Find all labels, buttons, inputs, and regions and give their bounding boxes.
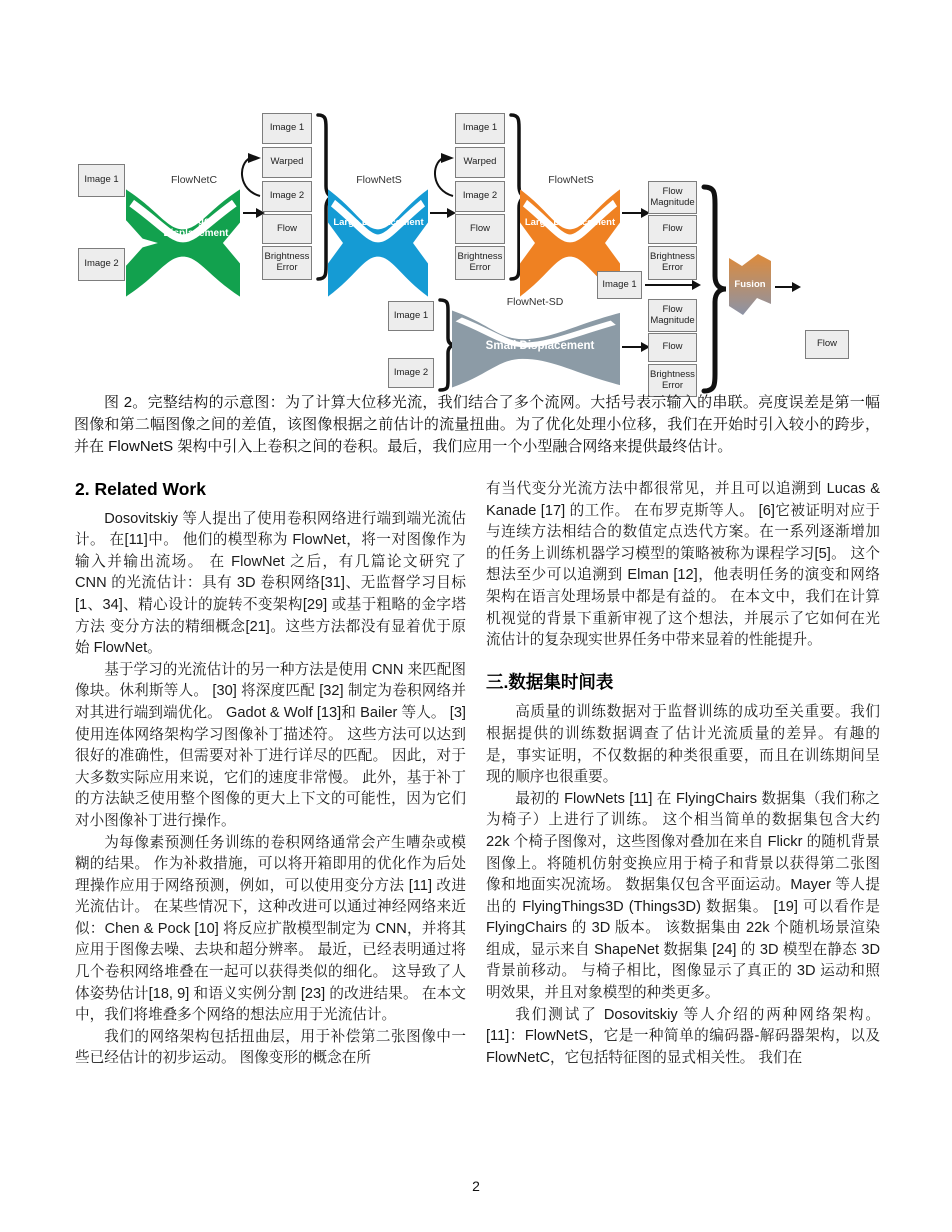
figure-box-output-flow: Flow <box>805 330 849 359</box>
paragraph-datasets-2: 最初的 FlowNets [11] 在 FlyingChairs 数据集（我们称之为椅子）上进行了训练。 这个相当简单的数据集包含大约 22k 个椅子图像对，这些图像对叠加在来自 Flickr 的随机背景图像上。将随机仿射变换应用于椅子和背景以获得第二张图像和地面实况流场。 数据集仅包含平面运动。Mayer 等人提出的 FlyingThings3D (Things3D) 数据集。 [19] 可以看作是 FlyingChairs 的 3D 版本。 该数据集由 22k 个随机场景渲染组成，显示来自 ShapeNet 数据集 [24] 的 3D 模型在静态 3D 背景前移动。 与椅子相比，图像显示了真正的 3D 运动和照明效果，并且对象模型的种类更多。 <box>486 790 880 1002</box>
arrow <box>622 212 642 214</box>
figure-box-stack2-brightness-error: Brightness Error <box>455 246 505 280</box>
arrow <box>243 212 257 214</box>
figure-box-stack3-brightness-error: Brightness Error <box>648 246 697 280</box>
paragraph-related-work-2: 基于学习的光流估计的另一种方法是使用 CNN 来匹配图像块。休利斯等人。 [30] 将深度匹配 [32] 制定为卷积网络并对其进行端到端优化。 Gadot & Wolf [13]和 Bailer 等人。 [3] 使用连体网络架构学习图像补丁描述符。 这些方法可以达到很好的准确性，但需要对补丁进行详尽的匹配。 因此，对于大多数实际应用来说，它们的速度非常慢。 此外，基于补丁的方法缺乏使用整个图像的更大上下文的可能性，因为它们对小图像补丁进行操作。 <box>75 661 466 829</box>
figure-box-input-image1: Image 1 <box>78 164 125 197</box>
figure-box-stack4-flow-magnitude: Flow Magnitude <box>648 299 697 332</box>
figure-box-input-image2: Image 2 <box>78 248 125 281</box>
flownets1-text: Large Displacement <box>333 217 424 228</box>
flownetc-shape <box>126 186 240 300</box>
arrow <box>622 346 642 348</box>
page-number: 2 <box>472 1178 480 1194</box>
figure-box-stack4-flow: Flow <box>648 333 697 362</box>
paragraph-datasets-3: 我们测试了 Dosovitskiy 等人介绍的两种网络架构。[11]：FlowNetS，它是一种简单的编码器-解码器架构，以及 FlowNetC，它包括特征图的显式相关性。 我们在 <box>486 1006 880 1066</box>
fusion-concat-brace <box>699 184 726 394</box>
flownetc-text: Large Displacement <box>163 216 229 239</box>
figure-box-stack3-flow-magnitude: Flow Magnitude <box>648 181 697 214</box>
paragraph-related-work-3: 为每像素预测任务训练的卷积网络通常会产生嘈杂或模糊的结果。 作为补救措施，可以将开箱即用的优化作为后处理操作应用于网络预测，例如，可以使用变分方法 [11] 改进光流估计。 在某些情况下，这种改进可以通过神经网络来近似：Chen & Pock [10] 将反应扩散模型制定为 CNN，并将其应用于图像去噪、去块和超分辨率。 最近，已经表明通过将几个卷积网络堆叠在一起可以获得类似的细化。 这导致了人体姿势估计[18, 9] 和语义实例分割 [23] 的改进结果。 在本文中，我们将堆叠多个网络的想法应用于光流估计。 <box>75 834 466 1024</box>
figure-box-stack1-warped: Warped <box>262 147 312 178</box>
arrow <box>645 284 693 286</box>
figure-caption: 图 2。完整结构的示意图：为了计算大位移光流，我们结合了多个流网。大括号表示输入的串联。亮度误差是第一幅图像和第二幅图像之间的差值，该图像根据之前估计的流量扭曲。为了优化处理小位移，我们在开始时引入较小的跨步，并在 FlowNetS 架构中引入上卷积之间的卷积。最后，我们应用一个小型融合网络来提供最终估计。 <box>74 394 880 455</box>
paragraph-continuation: 有当代变分光流方法中都很常见，并且可以追溯到 Lucas & Kanade [17] 的工作。 在布罗克斯等人。 [6]它被证明对应于与连续方法相结合的数值定点迭代方案。在一系列逐渐增加的任务上训练机器学习模型的策略被称为课程学习[5]。 这个想法至少可以追溯到 Elman [12]，他表明任务的演变和网络架构在语言处理场景中都是有益的。 在本文中，我们在计算机视觉的背景下重新审视了这个想法，并展示了它如何在光流估计的复杂现实世界任务中带来显着的性能提升。 <box>486 481 880 649</box>
warp-arrow <box>431 150 455 202</box>
arrow <box>430 212 448 214</box>
paragraph-datasets-1: 高质量的训练数据对于监督训练的成功至关重要。我们根据提供的训练数据调查了估计光流质量的差异。有趣的是，事实证明，不仅数据的种类很重要，而且在训练期间呈现的顺序也很重要。 <box>486 704 880 786</box>
figure-box-stack2-image1: Image 1 <box>455 113 505 144</box>
figure-box-sd-image2: Image 2 <box>388 358 434 388</box>
flownets2-label: FlowNetS <box>548 174 594 186</box>
figure-box-stack1-image2: Image 2 <box>262 181 312 212</box>
left-column <box>75 479 466 1070</box>
figure-box-stack2-flow: Flow <box>455 214 505 244</box>
figure-box-stack1-flow: Flow <box>262 214 312 244</box>
paragraph-related-work-4: 我们的网络架构包括扭曲层，用于补偿第二张图像中一些已经估计的初步运动。 图像变形的概念在所 <box>75 1028 466 1067</box>
figure-box-stack2-warped: Warped <box>455 147 505 178</box>
paragraph-related-work-1: Dosovitskiy 等人提出了使用卷积网络进行端到端光流估计。 在[11]中。 他们的模型称为 FlowNet，将一对图像作为输入并输出流场。 在 FlowNet 之后，有几篇论文研究了 CNN 的光流估计：具有 3D 卷积网络[31]、无监督学习目标 [1、34]、精心设计的旋转不变架构[29] 或基于粗略的金字塔方法 变分方法的精细概念[21]。这些方法都没有显着优于原始 FlowNet。 <box>75 510 466 657</box>
right-column <box>486 479 880 1069</box>
section-heading-dataset-schedule: 三.数据集时间表 <box>486 671 614 692</box>
figure-box-stack1-brightness-error: Brightness Error <box>262 246 312 280</box>
figure-box-stack3-flow: Flow <box>648 215 697 244</box>
flownets1-label: FlowNetS <box>356 174 402 186</box>
arrow <box>775 286 793 288</box>
figure-box-sd-image1: Image 1 <box>388 301 434 331</box>
flownets2-text: Large Displacement <box>524 217 616 228</box>
figure-box-stack4-brightness-error: Brightness Error <box>648 364 697 397</box>
flownetsd-label: FlowNet-SD <box>506 296 564 308</box>
section-heading-related-work: 2. Related Work <box>75 479 206 499</box>
warp-arrow <box>238 150 262 202</box>
flownets1-shape <box>328 186 428 300</box>
architecture-figure <box>0 100 952 395</box>
figure-box-stack2-image2: Image 2 <box>455 181 505 212</box>
figure-box-stack1-image1: Image 1 <box>262 113 312 144</box>
flownetc-label: FlowNetC <box>170 174 218 186</box>
flownetsd-text: Small Displacement <box>485 340 595 352</box>
figure-box-fusion-image1: Image 1 <box>597 271 642 299</box>
fusion-text: Fusion <box>734 279 766 290</box>
